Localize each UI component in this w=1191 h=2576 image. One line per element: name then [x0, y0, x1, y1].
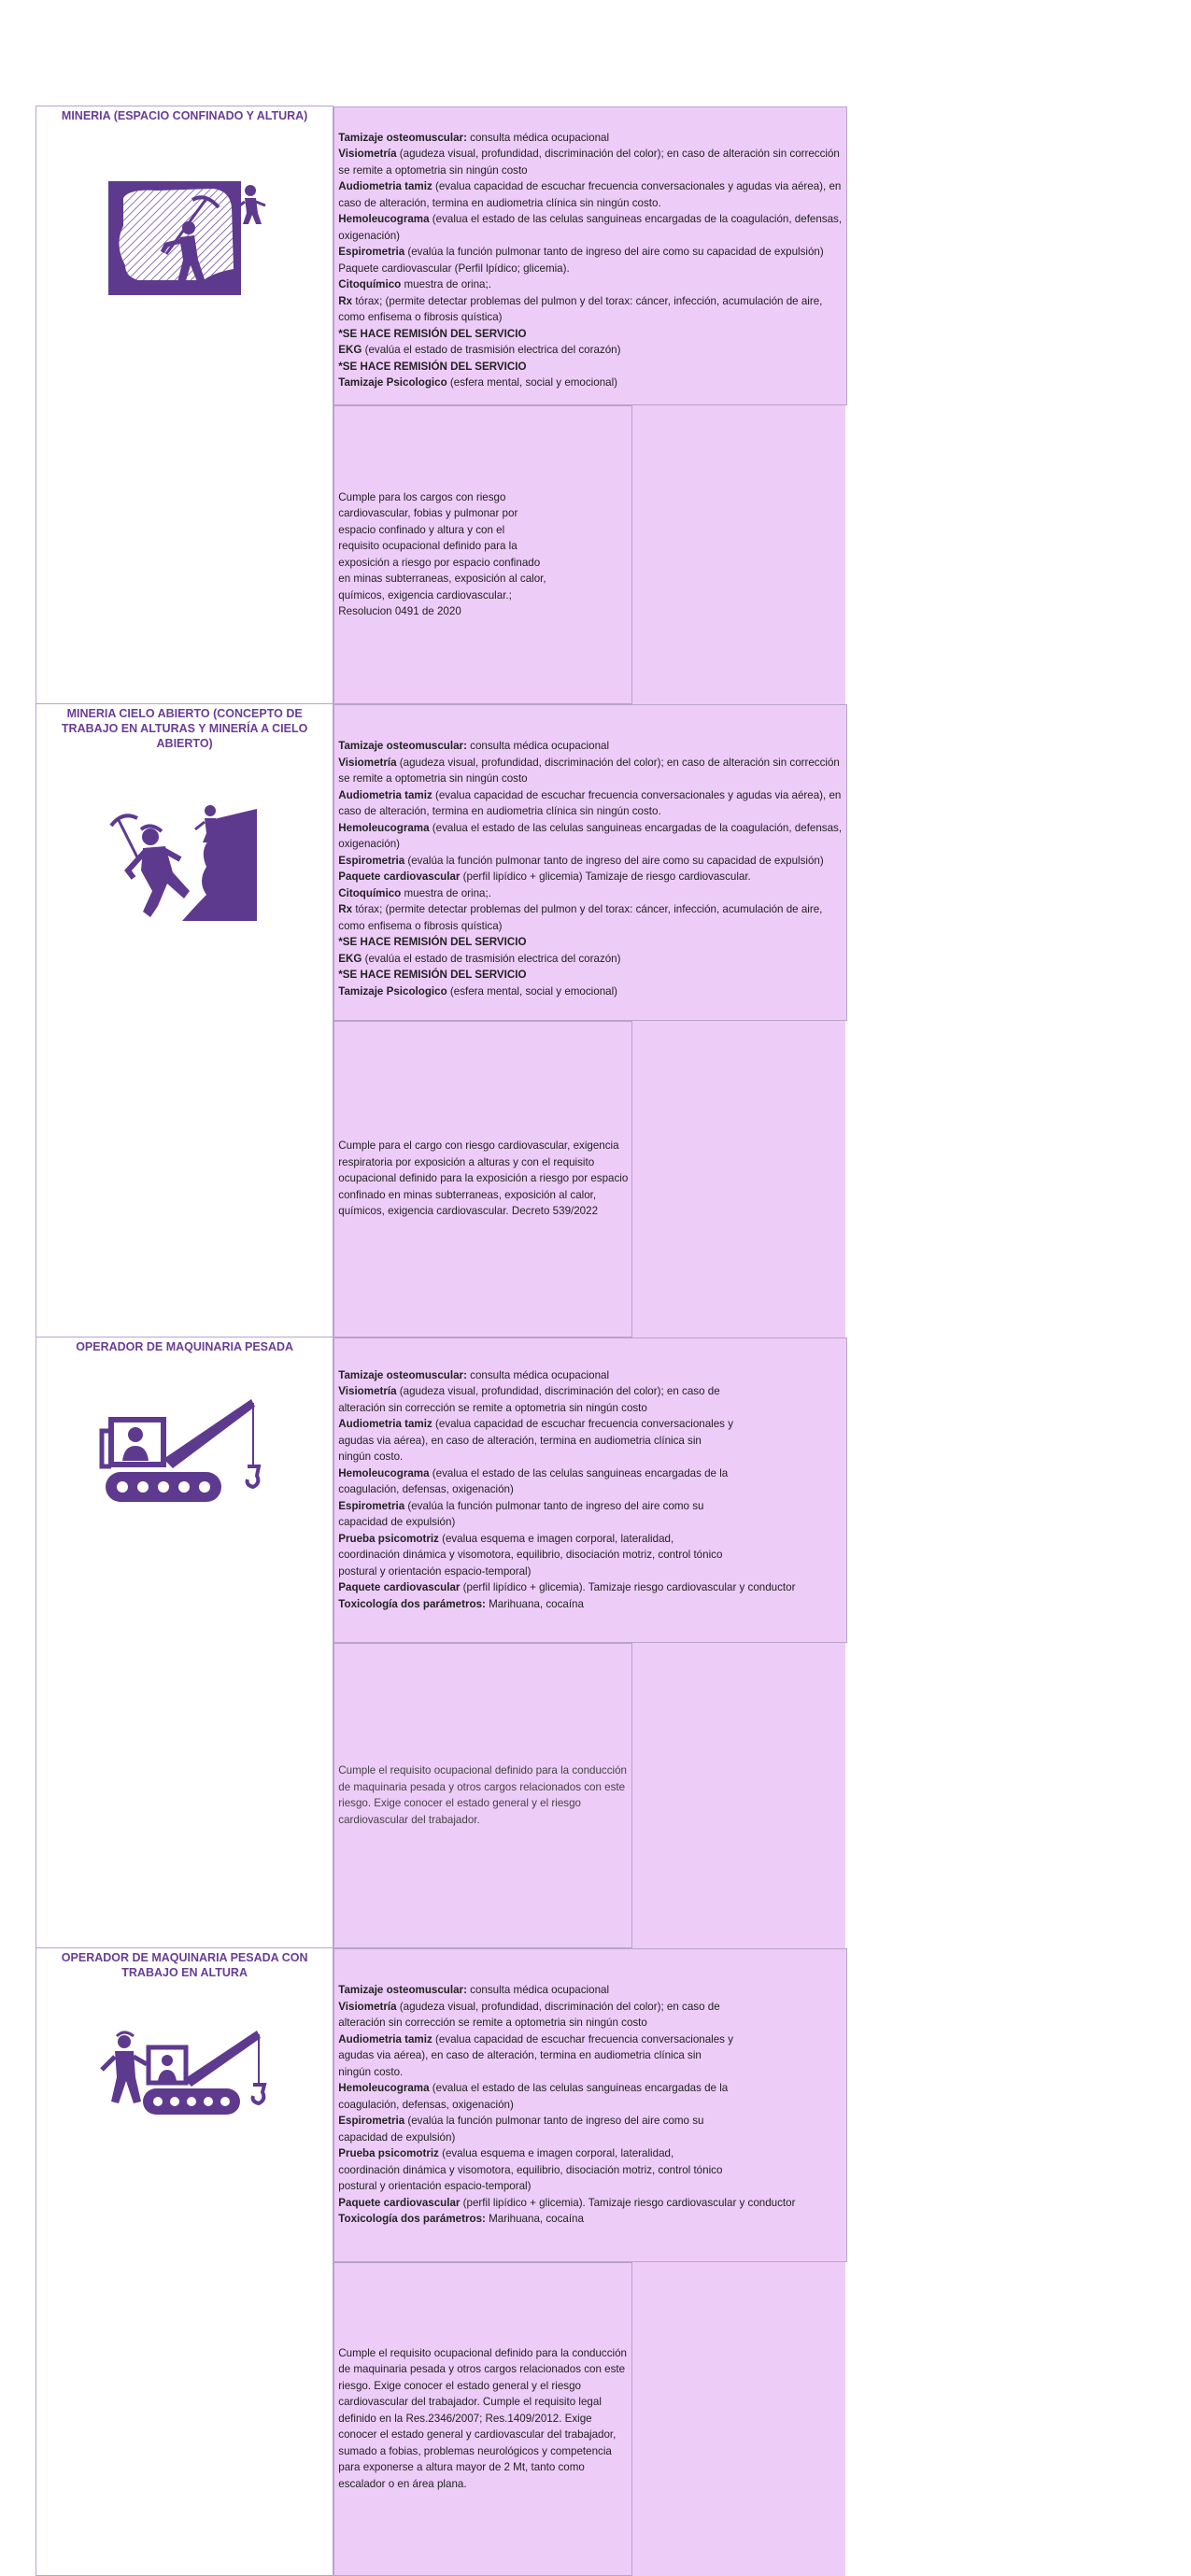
exam-item [338, 1367, 736, 1384]
exam-description: consulta médica ocupacional [466, 1984, 610, 1997]
exam-item [338, 1383, 736, 1416]
exam-description: (evalua capacidad de escuchar frecuencia conversacionales y agudas via aérea), en caso de alteración, termina en audiometria clínica sin ningún costo. [338, 2032, 734, 2078]
exam-item [338, 276, 843, 293]
exam-item [338, 375, 843, 391]
exam-list [334, 1982, 846, 2228]
exam-name: Audiometria tamiz [338, 1418, 432, 1431]
exam-item [338, 342, 843, 359]
exam-description: (evalúa la función pulmonar tanto de ingreso del aire como su capacidad de expulsión) [338, 2115, 704, 2144]
exam-name: Tamizaje osteomuscular: [338, 1984, 467, 1997]
exam-name: Visiometría [338, 756, 397, 769]
open-pit-miner-icon [36, 801, 333, 923]
exam-item [338, 261, 843, 277]
exam-item [338, 326, 843, 343]
exam-description: (evalua esquema e imagen corporal, lateralidad, coordinación dinámica y visomotora, equilibrio, disociación motriz, control tónico postural y orientación espacio-temporal) [338, 2147, 723, 2193]
exam-description: (evalua capacidad de escuchar frecuencia conversacionales y agudas via aérea), en caso de alteración, termina en audiometria clínica sin ningún costo. [338, 788, 842, 817]
exam-name: Visiometría [338, 148, 397, 160]
notes-cell [333, 405, 632, 704]
exam-name: Paquete cardiovascular [338, 1581, 461, 1594]
exam-item [338, 1596, 736, 1613]
notes-cell [333, 1643, 632, 1948]
exams-cell [333, 1338, 847, 1643]
exam-list [334, 725, 846, 999]
exam-name: Prueba psicomotriz [338, 2147, 439, 2160]
table-row [36, 1338, 1143, 1948]
profile-cell [36, 704, 333, 1338]
exam-description: Marihuana, cocaína [485, 2213, 584, 2226]
exam-item [338, 2080, 736, 2113]
exam-name: Toxicología dos parámetros: [338, 1597, 486, 1610]
exam-name: Espirometria [338, 2115, 405, 2128]
crane-operator-icon [36, 1394, 333, 1506]
exam-item [338, 853, 843, 870]
exam-name: *SE HACE REMISIÓN DEL SERVICIO [338, 936, 527, 948]
profile-cell [36, 1338, 333, 1948]
table-row [36, 1948, 1143, 2576]
exam-description: (perfil lipídico + glicemia) Tamizaje de riesgo cardiovascular. [460, 870, 751, 883]
profile-title: MINERIA (ESPACIO CONFINADO Y ALTURA) [61, 109, 308, 122]
exam-name: Tamizaje Psicologico [338, 376, 447, 389]
exam-name: Hemoleucograma [338, 1466, 430, 1479]
exam-description: (esfera mental, social y emocional) [447, 376, 618, 389]
exam-description: (esfera mental, social y emocional) [447, 984, 618, 998]
exam-description: (evalua el estado de las celulas sanguineas encargadas de la coagulación, defensas, oxigenación) [338, 2082, 729, 2111]
exam-description: consulta médica ocupacional [466, 740, 610, 752]
exam-description: (evalua esquema e imagen corporal, lateralidad, coordinación dinámica y visomotora, equilibrio, disociación motriz, control tónico postural y orientación espacio-temporal) [338, 1532, 723, 1578]
exam-name: Audiometria tamiz [338, 788, 432, 801]
exam-name: Audiometria tamiz [338, 2032, 432, 2045]
exams-cell [333, 704, 847, 1021]
exam-item [338, 1999, 736, 2031]
exam-description: (evalúa la función pulmonar tanto de ingreso del aire como su capacidad de expulsión) [338, 1499, 704, 1529]
compliance-note: Cumple el requisito ocupacional definido para la conducción de maquinaria pesada y otros cargos relacionados con este riesgo. Exige conocer el estado general y el riesgo cardiovascular del trabajador. [338, 1764, 627, 1826]
exam-description: (agudeza visual, profundidad, discriminación del color); en caso de alteración sin corrección se remite a optometria sin ningún costo [338, 756, 840, 785]
exam-description: (evalua capacidad de escuchar frecuencia conversacionales y agudas via aérea), en caso de alteración, termina en audiometria clínica sin ningún costo. [338, 180, 842, 209]
exam-item [338, 984, 843, 1000]
exam-name: *SE HACE REMISIÓN DEL SERVICIO [338, 360, 527, 373]
exam-name: Visiometría [338, 2000, 397, 2013]
compliance-note: Cumple para los cargos con riesgo cardiovascular, fobias y pulmonar por espacio confinado y altura y con el requisito ocupacional definido para la exposición a riesgo por espacio confinado en minas subterraneas, exposición al calor, químicos, exigencia cardiovascular.; Resolucion 0491 de 2020 [338, 490, 546, 617]
exam-name: EKG [338, 952, 362, 965]
exam-list [334, 1367, 846, 1613]
compliance-note: Cumple el requisito ocupacional definido para la conducción de maquinaria pesada y otros cargos relacionados con este riesgo. Exige conocer el estado general y el riesgo cardiovascular del trabajador. Cumple el requisito legal definido en la Res.2346/2007; Res.1409/2012. Exige conocer el estado general y cardiovascular del trabajador, sumado a fobias, problemas neurológicos y competencia para exponerse a altura mayor de 2 Mt, tanto como escalador o en área plana. [338, 2346, 627, 2490]
exam-description: Paquete cardiovascular (Perfil lpídico; glicemia). [338, 262, 570, 275]
exam-name: Audiometria tamiz [338, 180, 432, 192]
exam-name: Paquete cardiovascular [338, 870, 461, 883]
exam-item [338, 820, 843, 853]
exam-item [338, 755, 843, 787]
exam-description: (evalua el estado de las celulas sanguineas encargadas de la coagulación, defensas, oxigenación) [338, 821, 843, 850]
exam-item [338, 901, 843, 934]
profile-cell [36, 106, 333, 704]
exam-description: consulta médica ocupacional [466, 1368, 610, 1381]
exam-name: Paquete cardiovascular [338, 2196, 461, 2209]
exam-name: Hemoleucograma [338, 213, 430, 225]
exam-item [338, 293, 843, 326]
exam-item [338, 967, 843, 984]
exam-item [338, 211, 843, 244]
exam-item [338, 146, 843, 178]
exam-name: Espirometria [338, 1499, 405, 1512]
exam-item [338, 1416, 736, 1465]
exam-item [338, 2031, 736, 2081]
exam-name: Visiometría [338, 1385, 397, 1398]
exam-item [338, 130, 843, 147]
exam-description: (evalúa el estado de trasmisión electrica del corazón) [362, 952, 621, 965]
exam-description: (evalúa el estado de trasmisión electrica del corazón) [362, 344, 621, 356]
exam-description: (evalua el estado de las celulas sanguineas encargadas de la coagulación, defensas, oxigenación) [338, 213, 843, 242]
miner-confined-space-icon [36, 179, 333, 301]
exam-name: Hemoleucograma [338, 2082, 430, 2095]
exam-name: Espirometria [338, 246, 405, 258]
notes-cell [333, 2262, 632, 2576]
exam-item [338, 244, 843, 261]
exam-name: Prueba psicomotriz [338, 1532, 439, 1545]
exam-name: Tamizaje osteomuscular: [338, 740, 467, 752]
exam-item [338, 1982, 736, 1999]
exam-item [338, 1465, 736, 1498]
exams-cell [333, 1948, 847, 2262]
exam-item [338, 2211, 736, 2228]
exam-name: Tamizaje osteomuscular: [338, 131, 467, 144]
exam-name: Tamizaje osteomuscular: [338, 1368, 467, 1381]
exam-item [338, 738, 843, 755]
exam-name: EKG [338, 344, 362, 356]
exam-description: Marihuana, cocaína [485, 1597, 584, 1610]
exam-item [338, 2113, 736, 2145]
profile-title: OPERADOR DE MAQUINARIA PESADA [76, 1340, 294, 1353]
exam-item [338, 1531, 736, 1580]
exam-name: Toxicología dos parámetros: [338, 2213, 486, 2226]
exam-description: tórax; (permite detectar problemas del pulmon y del torax: cáncer, infección, acumulación de aire, como enfisema o fibrosis quística) [338, 294, 823, 323]
exam-description: muestra de orina;. [401, 886, 491, 899]
exam-description: tórax; (permite detectar problemas del pulmon y del torax: cáncer, infección, acumulación de aire, como enfisema o fibrosis quística) [338, 903, 823, 932]
exam-name: Citoquímico [338, 886, 402, 899]
exam-item [338, 1579, 846, 1596]
profile-title: OPERADOR DE MAQUINARIA PESADA CON TRABAJO EN ALTURA [61, 1951, 308, 1979]
compliance-note: Cumple para el cargo con riesgo cardiovascular, exigencia respiratoria por exposición a alturas y con el requisito ocupacional definido para la exposición a riesgo por espacio confinado en minas subterraneas, exposición al calor, químicos, exigencia cardiovascular. Decreto 539/2022 [338, 1139, 629, 1218]
exam-item [338, 2195, 846, 2212]
exam-item [338, 1498, 736, 1531]
table-row [36, 106, 1143, 704]
exam-item [338, 869, 843, 885]
exam-description: muestra de orina;. [401, 278, 491, 290]
exam-description: (evalúa la función pulmonar tanto de ingreso del aire como su capacidad de expulsión) [404, 246, 824, 258]
exam-item [338, 178, 843, 211]
exam-name: Espirometria [338, 854, 405, 867]
exam-list [334, 120, 846, 391]
exam-name: Citoquímico [338, 278, 402, 290]
exam-name: *SE HACE REMISIÓN DEL SERVICIO [338, 327, 527, 340]
exam-description: (evalua el estado de las celulas sanguineas encargadas de la coagulación, defensas, oxigenación) [338, 1466, 729, 1496]
exam-description: (agudeza visual, profundidad, discriminación del color); en caso de alteración sin corrección se remite a optometria sin ningún costo [338, 1385, 720, 1414]
exam-name: *SE HACE REMISIÓN DEL SERVICIO [338, 969, 527, 981]
crane-operator-with-climber-icon [36, 2027, 333, 2120]
exam-description: consulta médica ocupacional [466, 131, 610, 144]
exam-item [338, 2145, 736, 2195]
exam-name: Rx [338, 903, 353, 915]
exam-description: (perfil lipídico + glicemia). Tamizaje riesgo cardiovascular y conductor [460, 1581, 796, 1594]
exam-item [338, 934, 843, 951]
exam-item [338, 787, 843, 820]
exam-name: Tamizaje Psicologico [338, 984, 447, 998]
exam-description: (agudeza visual, profundidad, discriminación del color); en caso de alteración sin corrección se remite a optometria sin ningún costo [338, 2000, 720, 2030]
exam-item [338, 885, 843, 902]
exams-cell [333, 106, 847, 405]
exam-item [338, 951, 843, 968]
table-row [36, 704, 1143, 1338]
exam-description: (perfil lipídico + glicemia). Tamizaje riesgo cardiovascular y conductor [460, 2196, 796, 2209]
exam-item [338, 359, 843, 375]
exam-description: (agudeza visual, profundidad, discriminación del color); en caso de alteración sin corrección se remite a optometria sin ningún costo [338, 148, 840, 177]
exam-description: (evalua capacidad de escuchar frecuencia conversacionales y agudas via aérea), en caso de alteración, termina en audiometria clínica sin ningún costo. [338, 1418, 734, 1464]
exam-name: Hemoleucograma [338, 821, 430, 834]
notes-cell [333, 1021, 632, 1338]
profile-title: MINERIA CIELO ABIERTO (CONCEPTO DE TRABAJO EN ALTURAS Y MINERÍA A CIELO ABIERTO) [61, 707, 308, 750]
exam-name: Rx [338, 294, 353, 307]
exam-description: (evalúa la función pulmonar tanto de ingreso del aire como su capacidad de expulsión) [404, 854, 824, 867]
occupational-exams-table [35, 106, 1143, 2576]
profile-cell [36, 1948, 333, 2576]
